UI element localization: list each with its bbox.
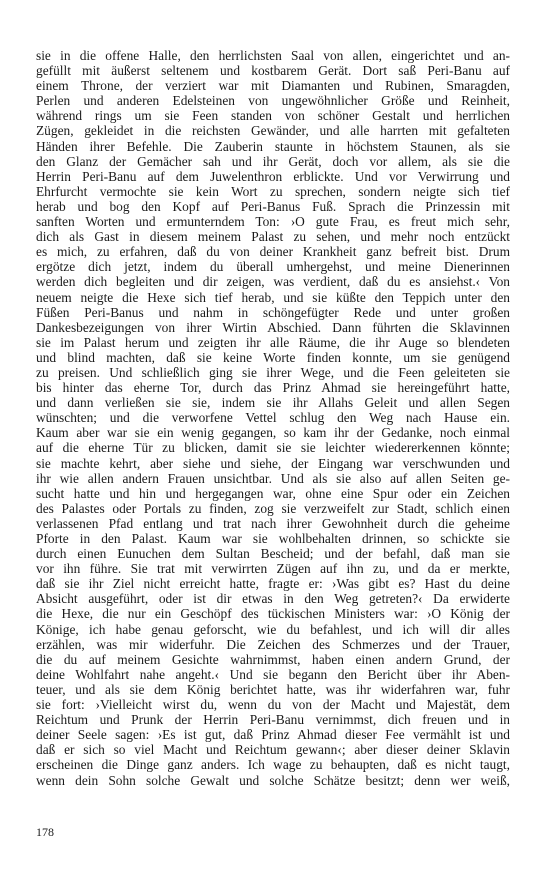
text-line: einem Throne, der verziert war mit Diamanten und Rubinen, Smaragden, (36, 78, 510, 94)
text-line: gefüllt mit äußerst seltenem und kostbarem Gerät. Dort saß Peri-Banu auf (36, 63, 510, 79)
text-line: die Hexe, die nur ein Geschöpf des tückischen Ministers war: ›O König der (36, 606, 510, 622)
text-line: Pforte in den Palast. Kaum war sie wohlbehalten drinnen, so schickte sie (36, 531, 510, 546)
text-line: Kaum aber war sie ein wenig gegangen, so kam ihr der Gedanke, noch einmal (36, 425, 510, 441)
text-line: Reichtum und Prunk der Herrin Peri-Banu vernimmst, dich freuen und in (36, 712, 510, 728)
text-line: während rings um sie Feen standen von schöner Gestalt und herrlichen (36, 108, 510, 124)
text-line: deine Wohlfahrt nahe angeht.‹ Und sie begann den Bericht über ihr Aben- (36, 666, 510, 682)
text-line: sie fort: ›Vielleicht wirst du, wenn du von der Macht und Majestät, dem (36, 697, 510, 713)
text-line: daß er sich so viel Macht und Reichtum gewann‹; aber dieser deiner Sklavin (36, 742, 510, 758)
text-line: Dankesbezeigungen von ihrer Wirtin Abschied. Dann führten die Sklavinnen (36, 319, 510, 335)
text-line: den Glanz der Gemächer sah und ihr Gerät, doch vor allem, als sie die (36, 153, 510, 169)
text-line: ihr wie allen andern Frauen unsichtbar. Und als sie also auf allen Seiten ge- (36, 470, 510, 486)
text-line: deiner Seele sagen: ›Es ist gut, daß Prinz Ahmad dieser Fee vermählt ist und (36, 727, 510, 743)
text-line: ergötze dich jetzt, indem du überall umhergehst, und meine Dienerinnen (36, 259, 510, 275)
text-line: erscheinen die Dinge ganz anders. Ich wage zu behaupten, daß es nicht taugt, (36, 757, 510, 773)
page-number: 178 (36, 825, 54, 839)
text-line: verlassenen Pfad entlang und trat nach ihrer Gewohnheit durch die geheime (36, 515, 510, 531)
text-line: wünschten; und die verworfene Vettel schlug den Weg nach Hause ein. (36, 410, 510, 426)
text-line: es mich, zu erfahren, daß du von deiner Krankheit ganz befreit bist. Drum (36, 244, 510, 260)
text-line: daß sie ihr Ziel nicht erreicht hatte, fragte er: ›Was gibt es? Hast du deine (36, 576, 510, 592)
text-line: herab und bog den Kopf auf Peri-Banus Fuß. Sprach die Prinzessin mit (36, 198, 510, 214)
text-line: durch einen Eunuchen dem Sultan Bescheid; und der befahl, daß man sie (36, 546, 510, 562)
text-line: sie machte kehrt, aber siehe und siehe, der Eingang war verschwunden und (36, 455, 510, 471)
text-line: sanften Worten und ermunterndem Ton: ›O gute Frau, es freut mich sehr, (36, 214, 510, 230)
text-line: Füßen Peri-Banus und nahm in schöngefügter Rede und unter großen (36, 304, 510, 320)
text-line: vor ihn führe. Sie trat mit verwirrten Zügen auf ihn zu, und da er merkte, (36, 561, 510, 577)
text-line: neuem neigte die Hexe sich tief herab, und sie küßte den Teppich unter den (36, 289, 510, 305)
text-line: zu preisen. Und schließlich ging sie ihrer Wege, und die Feen geleiteten sie (36, 364, 510, 380)
text-line: die du auf meinem Gesichte wahrnimmst, haben einen andern Grund, der (36, 651, 510, 667)
text-line: Absicht ausgeführt, oder ist dir etwas in den Weg getreten?‹ Da erwiderte (36, 591, 510, 607)
text-line: wenn dein Sohn solche Gewalt und solche Schätze besitzt; denn wer weiß, (36, 772, 510, 788)
text-line: Herrin Peri-Banu auf dem Juwelenthron erblickte. Und vor Verwirrung und (36, 168, 510, 184)
text-line: werden dich begleiten und dir zeigen, was verdient, daß du es ansiehst.‹ Von (36, 274, 510, 290)
text-line: teuer, und als sie dem König berichtet hatte, was ihr widerfahren war, fuhr (36, 681, 510, 697)
text-line: Händen ihrer Befehle. Die Zauberin staunte in höchstem Staunen, als sie (36, 138, 510, 154)
text-line: Perlen und anderen Edelsteinen von ungewöhnlicher Größe und Reinheit, (36, 93, 510, 109)
text-line: auf die eherne Tür zu blicken, damit sie sie leichter wiedererkennen könnte; (36, 440, 510, 456)
text-line: und blind machten, daß sie keine Worte finden konnte, um sie genügend (36, 349, 510, 365)
text-line: und dann verließen sie sie, indem sie ihr Allahs Geleit und allen Segen (36, 395, 510, 411)
text-line: sie in die offene Halle, den herrlichsten Saal von allen, eingerichtet und an- (36, 48, 510, 63)
text-line: dich als Gast in diesem meinem Palast zu sehen, und mehr noch entzückt (36, 229, 510, 245)
text-line: bis hinter das eherne Tor, durch das Prinz Ahmad sie hereingeführt hatte, (36, 380, 510, 396)
text-line: erzählen, was mir widerfuhr. Die Zeichen des Schmerzes und der Trauer, (36, 636, 510, 652)
text-line: sie im Palast herum und zeigten ihr alle Räume, die ihr Auge so blendeten (36, 334, 510, 350)
text-line: Zügen, gekleidet in die reichsten Gewänder, und alle harrten mit gefalteten (36, 123, 510, 139)
text-line: sucht hatte und hin und hergegangen war, ohne eine Spur oder ein Zeichen (36, 485, 510, 501)
text-line: Könige, ich habe genau geforscht, wie du befahlest, und ich will dir alles (36, 621, 510, 637)
text-line: Ehrfurcht vermochte sie kein Wort zu sprechen, sondern neigte sich tief (36, 183, 510, 199)
book-page-text (36, 48, 510, 788)
text-line: des Palastes oder Portals zu finden, zog sie verzweifelt zur Stadt, schlich einen (36, 500, 510, 516)
